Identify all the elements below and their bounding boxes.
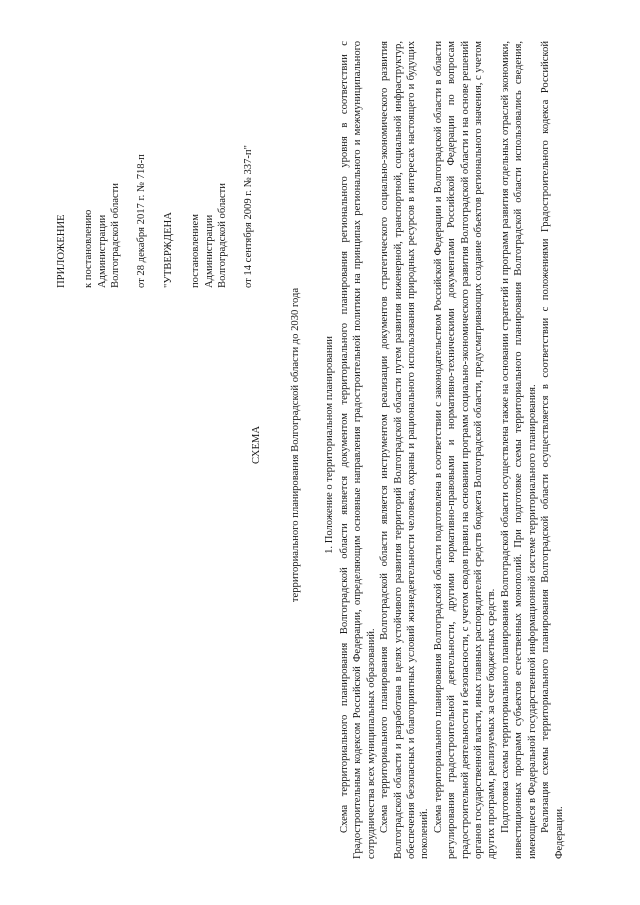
document-title: СХЕМА xyxy=(251,426,262,464)
document-body xyxy=(338,41,566,859)
document-subtitle: территориального планирования Волгоградской области до 2030 года xyxy=(290,287,302,603)
approved-region: Волгоградской области xyxy=(217,183,229,288)
paragraph: Схема территориального планирования Волгоградской области является документом территориального планирования регионального уровня в соответствии с Градостроительным кодексом Российской Федерации, определяющим основные направления градостроительной политики на принципах регионального и межмуниципального сотрудничества всех муниципальных образований. xyxy=(339,41,377,859)
appendix-header xyxy=(55,8,255,288)
document-title-block xyxy=(250,55,336,835)
appendix-date-line: от 28 декабря 2017 г. № 718-п xyxy=(135,154,147,288)
approved-administration: Администрации xyxy=(203,214,215,288)
appendix-administration: Администрации xyxy=(96,214,108,288)
section-title: 1. Положение о территориальном планировании xyxy=(323,336,335,554)
approved-date-line: от 14 сентября 2009 г. № 337-п" xyxy=(242,145,254,288)
appendix-title: ПРИЛОЖЕНИЕ xyxy=(56,214,67,288)
approved-title: "УТВЕРЖДЕНА xyxy=(163,212,175,288)
paragraph: Реализация схемы территориального планирования Волгоградской области осуществляется в соответствии с положениями Градостроительного кодекса Российской Федерации. xyxy=(540,41,565,859)
paragraph: Схема территориального планирования Волгоградской области является инструментом реализации документов стратегического социально-экономического развития Волгоградской области и разработана в целях устойчивого развития территорий Волгоградской области путем развития инженерной, транспортной, социальной инфраструктур, обеспечения безопасных и благоприятных условий жизнедеятельности человека, охраны и рационального использования природных ресурсов в интересах настоящего и будущих поколений. xyxy=(379,41,431,859)
appendix-region: Волгоградской области xyxy=(110,183,122,288)
approved-by-resolution: постановлением xyxy=(190,214,202,288)
paragraph: Подготовка схемы территориального планирования Волгоградской области осуществлена также на основании стратегий и программ развития отдельных отраслей экономики, инвестиционных программ субъектов естественных монополий. При подготовке схемы территориального планирования Волгоградской области использовались сведения, имеющиеся в Федеральной государственной информационной системе территориального планирования. xyxy=(499,41,538,859)
paragraph: Схема территориального планирования Волгоградской области подготовлена в соответствии с законодательством Российской Федерации и Волгоградской области в области регулирования градостроительной деятельности, другими нормативно-правовыми и нормативно-техническими документами Российской Федерации по вопросам градостроительной деятельности и безопасности, с учетом сводов правил на основании программ социально-экономического развития Волгоградской области и на основе решений органов государственной власти, иных главных распорядителей средств бюджета Волгоградской области, предусматривающих создание объектов регионального значения, с учетом других программ, реализуемых за счет бюджетных средств. xyxy=(432,41,498,859)
appendix-to-resolution: к постановлению xyxy=(83,209,95,288)
